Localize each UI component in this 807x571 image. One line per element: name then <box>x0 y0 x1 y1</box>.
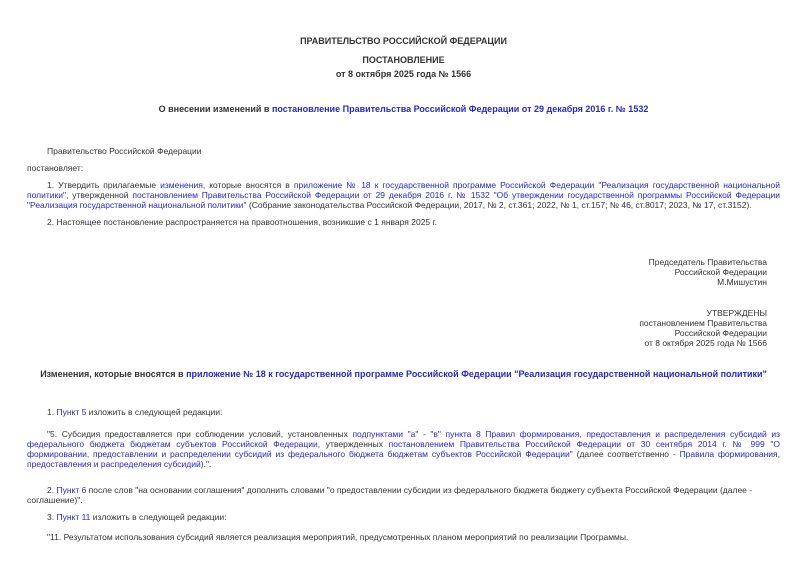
clause-2: 2. Настоящее постановление распространяется на правоотношения, возникшие с 1 января 2025 г. <box>47 217 437 227</box>
amendments-heading <box>27 369 780 379</box>
amendment-item-3 <box>27 512 780 522</box>
amendment-item-1 <box>27 407 780 417</box>
text-segment: после слов "на основании соглашения" дополнить словами "о предоставлении субсидии из федерального бюджета бюджету субъекта Российской Федерации (далее - соглашение)". <box>27 485 753 505</box>
text-segment: 1. <box>47 407 57 417</box>
text-segment: О внесении изменений в <box>158 104 272 114</box>
document-link[interactable]: постановлением Правительства Российской Федерации от 30 сентября 2014 г. № 999 "О формировании, предоставлении и распределении субсидий из федерального бюджета бюджетам субъектов Российской Федерации" <box>27 439 780 459</box>
document-link[interactable]: Пункт 5 <box>56 407 87 417</box>
document-link[interactable]: приложение № 18 к государственной программе Российской Федерации "Реализация государственной национальной политики" <box>186 369 767 379</box>
document-link[interactable]: приложение № 18 к государственной программе Российской Федерации "Реализация государственной национальной политики" <box>27 180 780 200</box>
document-link[interactable]: Пункт 6 <box>56 485 87 495</box>
doc-type: ПОСТАНОВЛЕНИЕ <box>362 55 445 65</box>
text-line: постановлением Правительства <box>639 318 767 328</box>
amendment-item-2 <box>27 485 780 505</box>
text-segment: , утвержденных <box>317 439 389 449</box>
text-line: Российской Федерации <box>674 328 767 338</box>
doc-authority: ПРАВИТЕЛЬСТВО РОССИЙСКОЙ ФЕДЕРАЦИИ <box>300 36 507 46</box>
document-link[interactable]: подпунктами "а" - "в" пункта 8 Правил формирования, предоставления и распределения субсидий из федерального бюджета бюджетам субъектов Российской Федерации <box>27 429 780 449</box>
doc-title <box>27 104 780 114</box>
resolves-line: постановляет: <box>27 163 84 173</box>
text-line: УТВЕРЖДЕНЫ <box>706 308 767 318</box>
clause-1 <box>27 180 780 210</box>
text-segment: (Собрание законодательства Российской Федерации, 2017, № 2, ст.361; 2022, № 1, ст.157; № 46, ст.8017; 2023, № 17, ст.3152). <box>246 200 752 210</box>
approval-block <box>27 308 780 348</box>
document-link[interactable]: изменения <box>160 180 203 190</box>
signature-block <box>27 257 780 287</box>
text-segment: , которые вносятся в <box>202 180 294 190</box>
document-link[interactable]: Правила формирования, предоставления и распределения субсидий <box>27 449 780 469</box>
text-line: Председатель Правительства <box>648 257 767 267</box>
text-segment: (далее соответственно - <box>572 449 680 459</box>
text-line: М.Мишустин <box>717 277 767 287</box>
text-line: от 8 октября 2025 года № 1566 <box>644 338 767 348</box>
text-segment: 3. <box>47 512 57 522</box>
amendment-clause-5-text <box>27 429 780 469</box>
text-segment: "5. Субсидия предоставляется при соблюдении условий, установленных <box>47 429 353 439</box>
text-segment: Изменения, которые вносятся в <box>40 369 187 379</box>
text-segment: , утвержденной <box>65 190 133 200</box>
text-segment: изложить в следующей редакции: <box>86 407 223 417</box>
text-segment: ).". <box>200 459 212 469</box>
text-line: Российской Федерации <box>674 267 767 277</box>
text-segment: 1. Утвердить прилагаемые <box>47 180 161 190</box>
document-content <box>0 36 807 542</box>
doc-date-number: от 8 октября 2025 года № 1566 <box>335 69 472 79</box>
amendment-clause-11-text: "11. Результатом использования субсидий является реализация мероприятий, предусмотренных планом мероприятий по реализации Программы. <box>47 532 629 542</box>
document-link[interactable]: постановление Правительства Российской Федерации от 29 декабря 2016 г. № 1532 <box>271 104 649 114</box>
document-link[interactable]: постановлением Правительства Российской Федерации от 29 декабря 2016 г. № 1532 "Об утверждении государственной программы Российской Федерации "Реализация государственной национальной политики" <box>27 190 780 210</box>
text-segment: изложить в следующей редакции: <box>90 512 227 522</box>
document-link[interactable]: Пункт 11 <box>56 512 91 522</box>
text-segment: 2. <box>47 485 57 495</box>
preamble-paragraph: Правительство Российской Федерации <box>47 146 202 156</box>
